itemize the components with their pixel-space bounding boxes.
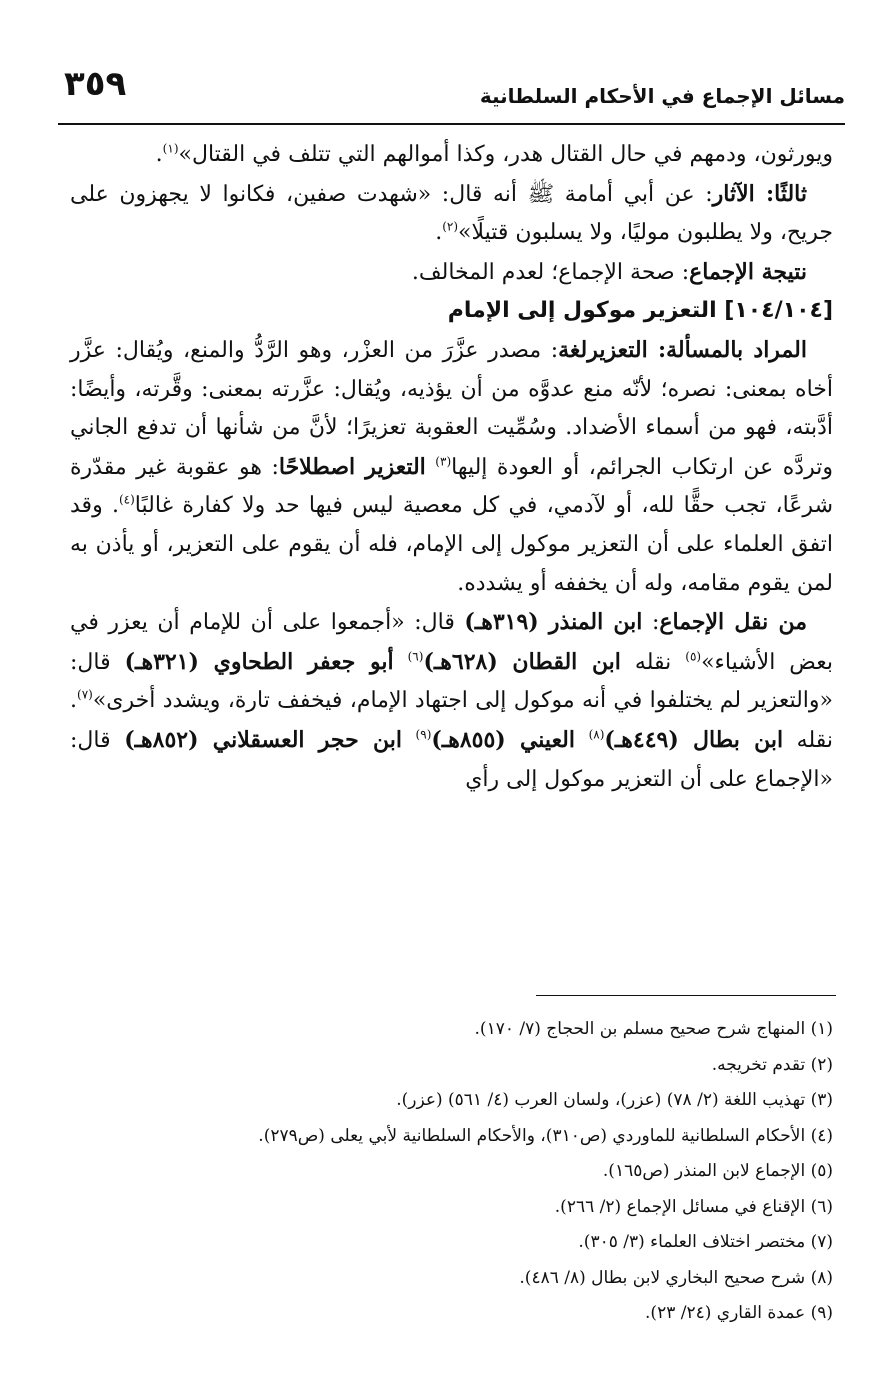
footnote-5: (٥) الإجماع لابن المنذر (ص١٦٥). [602,1161,833,1181]
definition-label: المراد بالمسألة: التعزيرلغة [558,336,807,363]
header-rule [58,123,845,125]
body-text [70,136,833,799]
footnotes [90,1012,833,1332]
page-number: ٣٥٩ [64,64,127,104]
footnote-6: (٦) الإقناع في مسائل الإجماع (٢/ ٢٦٦). [554,1196,833,1217]
scholar-name: ابن القطان (٦٢٨هـ) [423,648,621,675]
term-label: التعزير اصطلاحًا [278,453,426,480]
result-label: نتيجة الإجماع [689,258,807,285]
paragraph-athar: ثالثًا: الآثار: عن أبي أمامة ﷺ أنه قال: «شهدت صفين، فكانوا لا يجهزون على جريح، ولا يطلبون موليًا، ولا يسلبون قتيلًا»$^{(٢)}$. [70,180,833,246]
footnote-8: (٨) شرح صحيح البخاري لابن بطال (٨/ ٤٨٦). [519,1267,833,1288]
footnote-1: (١) المنهاج شرح صحيح مسلم بن الحجاج (٧/ ١٧٠). [474,1019,833,1039]
running-title: مسائل الإجماع في الأحكام السلطانية [479,84,845,108]
footnote-ref: (٤) [118,493,135,508]
scholar-name: ابن بطال (٤٤٩هـ) [604,726,784,753]
scholar-name: ابن حجر العسقلاني (٨٥٢هـ) [124,726,402,753]
paragraph-definition: المراد بالمسألة: التعزيرلغة: مصدر عزَّرَ من العزْر، وهو الرَّدُّ والمنع، ويُقال: عزَّر أخاه بمعنى: نصره؛ لأنّه منع عدوَّه من أن يؤذيه، ويُقال: عزَّرته بمعنى: وقَّرته، وأيضًا: أدَّبته، فهو من أسماء الأضداد. وسُمِّيت العقوبة تعزيرًا؛ لأنَّ من شأنها أن تدفع الجاني وتردَّه عن ارتكاب الجرائم، أو العودة إليها$^{(٣)}$ التعزير اصطلاحًا: هو عقوبة غير مقدّرة شرعًا، تجب حقًّا لله، أو لآدمي، في كل معصية ليس فيها حد ولا كفارة غالبًا$^{(٤)}$. وقد اتفق العلماء على أن التعزير موكول إلى الإمام، فله أن يقوم على التعزير، أو يأذن به لمن يقوم مقامه، وله أن يخففه أو يشدده. [70,336,833,596]
footnote-ref: (٩) [415,727,432,742]
footnote-ref: (٣) [435,454,452,469]
footnote-ref: (٥) [685,649,702,664]
paragraph-1: ويورثون، ودمهم في حال القتال هدر، وكذا أموالهم التي تتلف في القتال»$^{(١)}$. [155,141,833,167]
footnote-ref: (١) [162,141,179,156]
page-header [58,58,845,122]
paragraph-result: نتيجة الإجماع: صحة الإجماع؛ لعدم المخالف. [411,258,807,285]
athar-label: ثالثًا: الآثار [712,180,808,207]
footnote-ref: (٦) [407,649,424,664]
footnote-4: (٤) الأحكام السلطانية للماوردي (ص٣١٠)، والأحكام السلطانية لأبي يعلى (ص٢٧٩). [258,1125,833,1146]
ijma-label: من نقل الإجماع [659,609,807,636]
scholar-name: أبو جعفر الطحاوي (٣٢١هـ) [124,648,394,675]
paragraph-ijma: من نقل الإجماع: ابن المنذر (٣١٩هـ) قال: «أجمعوا على أن للإمام أن يعزر في بعض الأشياء»$^{(٥)}$ نقله ابن القطان (٦٢٨هـ)$^{(٦)}$ أبو جعفر الطحاوي (٣٢١هـ) قال: «والتعزير لم يختلفوا في أنه موكول إلى اجتهاد الإمام، فيخفف تارة، ويشدد أخرى»$^{(٧)}$. نقله ابن بطال (٤٤٩هـ)$^{(٨)}$ العيني (٨٥٥هـ)$^{(٩)}$ ابن حجر العسقلاني (٨٥٢هـ) قال: «الإجماع على أن التعزير موكول إلى رأي [70,609,833,792]
footnote-7: (٧) مختصر اختلاف العلماء (٣/ ٣٠٥). [578,1232,833,1252]
footnote-ref: (٨) [588,727,605,742]
section-title: [١٠٤/١٠٤] التعزير موكول إلى الإمام [447,298,833,324]
scholar-name: ابن المنذر (٣١٩هـ) [464,609,643,636]
footnote-rule [536,995,836,996]
footnote-2: (٢) تقدم تخريجه. [711,1054,833,1075]
footnote-3: (٣) تهذيب اللغة (٢/ ٧٨) (عزر)، ولسان العرب (٤/ ٥٦١) (عزر). [396,1090,833,1110]
scholar-name: العيني (٨٥٥هـ) [431,726,575,753]
footnote-ref: (٧) [77,687,93,702]
footnote-ref: (٢) [442,219,459,234]
footnote-9: (٩) عمدة القاري (٢٤/ ٢٣). [645,1303,833,1323]
